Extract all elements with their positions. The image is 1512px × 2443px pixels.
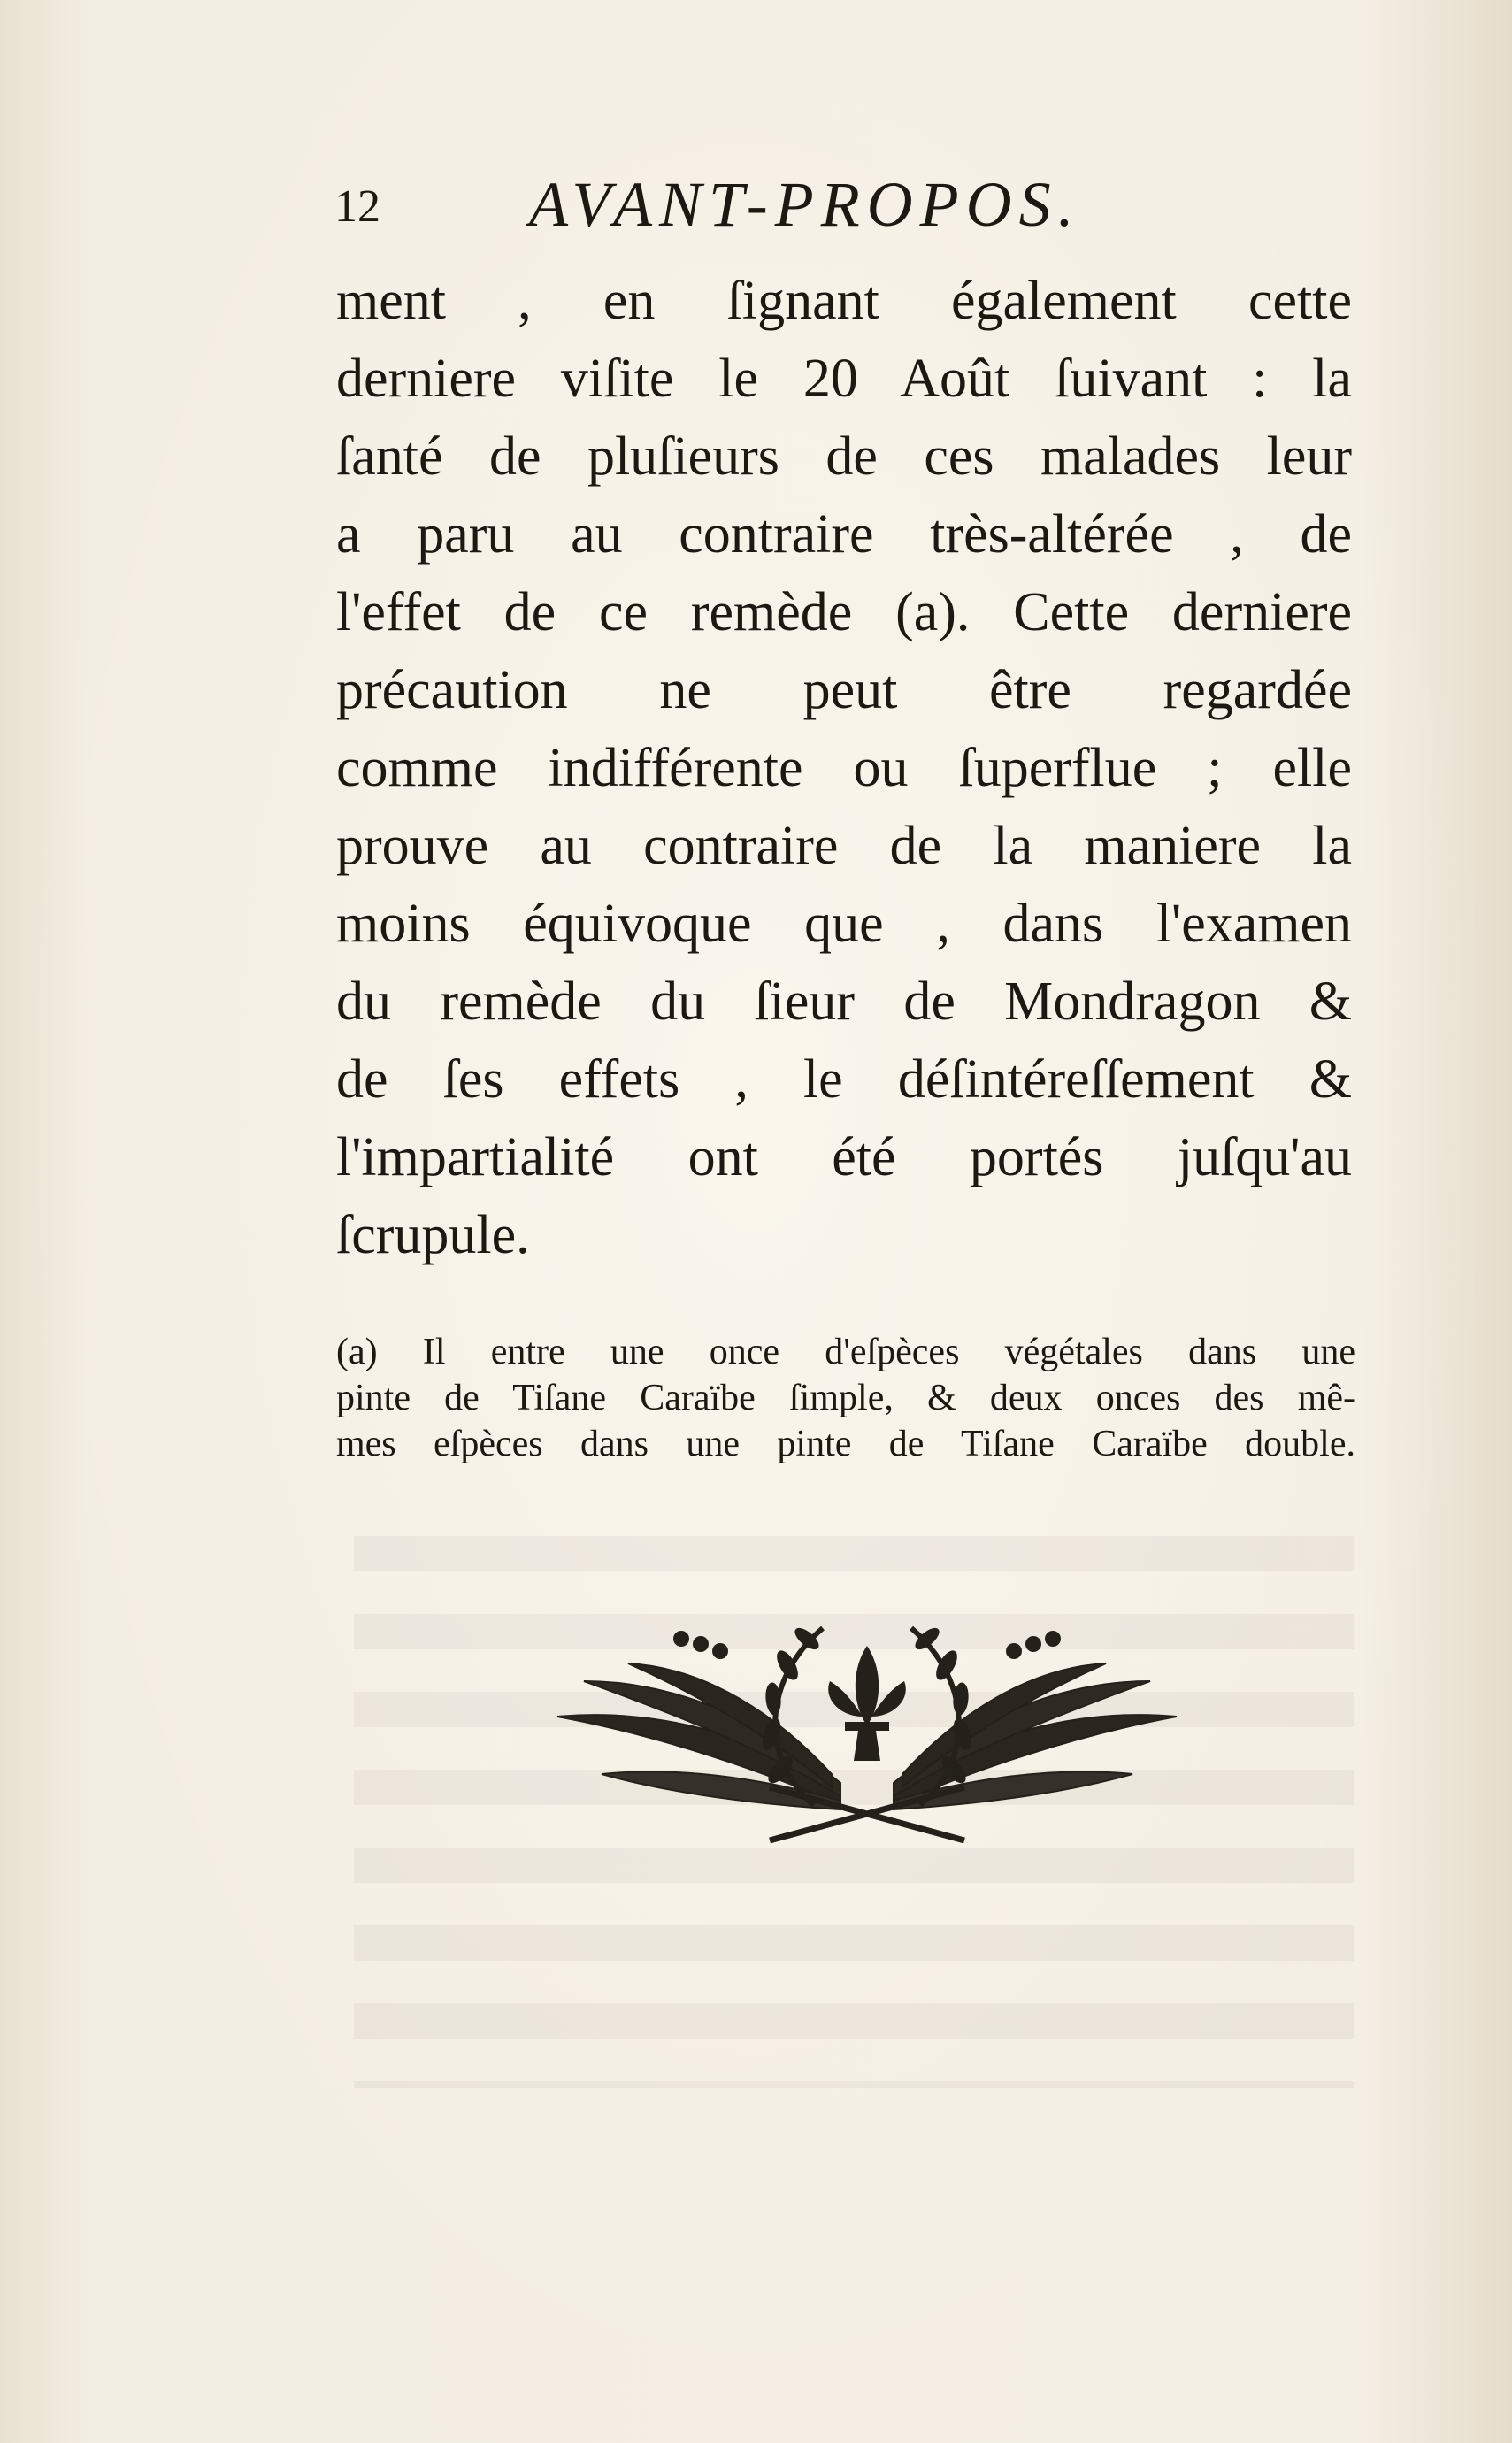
body-line: l'effet de ce remède (a). Cette derniere bbox=[336, 582, 1352, 642]
body-line: ment , en ſignant également cette bbox=[336, 271, 1352, 331]
footnote bbox=[336, 1329, 1355, 1467]
body-line: comme indifférente ou ſuperflue ; elle bbox=[336, 738, 1352, 798]
body-line: de ſes effets , le déſintéreſſement & bbox=[336, 1049, 1352, 1110]
footnote-line: (a) Il entre une once d'eſpèces végétales dans une bbox=[336, 1332, 1355, 1372]
footnote-line: pinte de Tiſane Caraïbe ſimple, & deux onces des mê- bbox=[336, 1378, 1355, 1418]
body-line: précaution ne peut être regardée bbox=[336, 660, 1352, 720]
page-header bbox=[334, 168, 1352, 248]
body-line: derniere viſite le 20 Août ſuivant : la bbox=[336, 349, 1352, 409]
running-title: AVANT-PROPOS. bbox=[529, 169, 1081, 240]
body-line: moins équivoque que , dans l'examen bbox=[336, 894, 1352, 954]
page-number: 12 bbox=[334, 181, 380, 232]
body-line: ſcrupule. bbox=[336, 1205, 530, 1265]
footnote-line: mes eſpèces dans une pinte de Tiſane Caraïbe double. bbox=[336, 1424, 1355, 1464]
fleur-de-lis-laurel-wreath-icon bbox=[549, 1584, 1186, 1867]
body-line: ſanté de pluſieurs de ces malades leur bbox=[336, 426, 1352, 487]
body-line: l'impartialité ont été portés juſqu'au bbox=[336, 1127, 1352, 1187]
body-line: du remède du ſieur de Mondragon & bbox=[336, 972, 1352, 1032]
body-line: a paru au contraire très-altérée , de bbox=[336, 504, 1352, 565]
body-text bbox=[336, 262, 1352, 1274]
body-line: prouve au contraire de la maniere la bbox=[336, 816, 1352, 876]
